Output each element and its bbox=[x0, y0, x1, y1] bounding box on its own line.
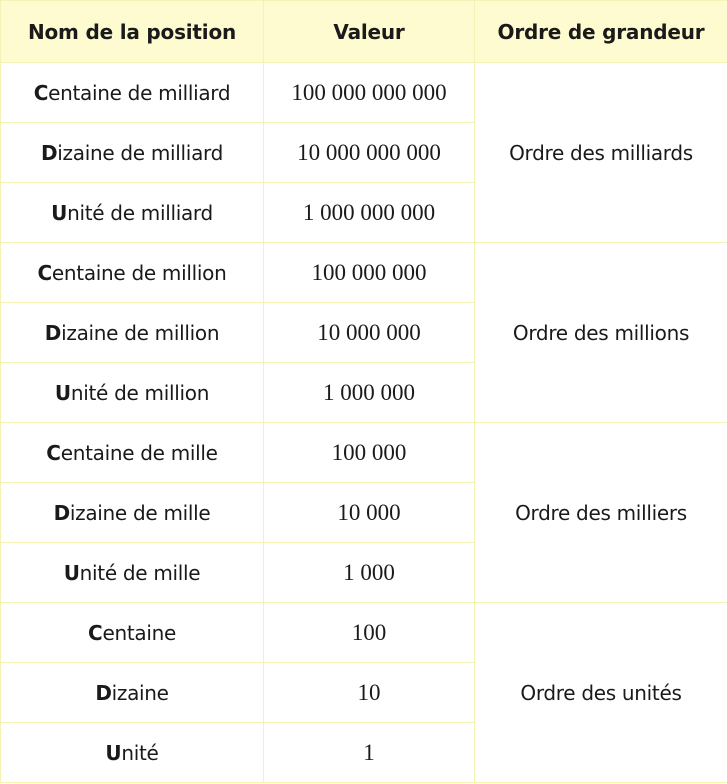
position-initial: D bbox=[95, 680, 112, 705]
position-name bbox=[1, 303, 264, 363]
position-value: 100 000 bbox=[264, 423, 475, 483]
order-of-magnitude: Ordre des millions bbox=[475, 243, 727, 423]
position-name-rest: entaine de milliard bbox=[48, 80, 231, 105]
position-value: 1 000 000 000 bbox=[264, 183, 475, 243]
position-initial: U bbox=[51, 200, 68, 225]
position-name-rest: izaine bbox=[111, 680, 169, 705]
position-initial: D bbox=[40, 140, 58, 165]
position-name bbox=[1, 483, 264, 543]
position-name-rest: izaine de million bbox=[61, 320, 220, 345]
order-of-magnitude: Ordre des unités bbox=[475, 603, 727, 783]
position-name bbox=[1, 243, 264, 303]
position-name bbox=[1, 543, 264, 603]
position-initial: D bbox=[53, 500, 70, 525]
position-value: 1 bbox=[264, 723, 475, 783]
position-initial: C bbox=[46, 440, 61, 465]
position-initial: C bbox=[33, 80, 49, 105]
position-name-rest: nité de milliard bbox=[67, 200, 213, 225]
position-initial: U bbox=[63, 560, 80, 585]
position-name bbox=[1, 603, 264, 663]
position-name-rest: entaine de million bbox=[51, 260, 227, 285]
header-value: Valeur bbox=[264, 1, 475, 63]
position-value: 10 000 000 bbox=[264, 303, 475, 363]
position-value: 10 bbox=[264, 663, 475, 723]
position-name-rest: izaine de mille bbox=[69, 500, 211, 525]
table-row bbox=[1, 243, 727, 303]
header-name: Nom de la position bbox=[1, 1, 264, 63]
table-row bbox=[1, 63, 727, 123]
position-initial: D bbox=[44, 320, 62, 345]
position-value: 100 000 000 000 bbox=[264, 63, 475, 123]
position-name bbox=[1, 363, 264, 423]
position-initial: C bbox=[37, 260, 52, 285]
header-order: Ordre de grandeur bbox=[475, 1, 727, 63]
position-value: 10 000 000 000 bbox=[264, 123, 475, 183]
position-name bbox=[1, 123, 264, 183]
position-value: 1 000 000 bbox=[264, 363, 475, 423]
position-value: 1 000 bbox=[264, 543, 475, 603]
position-value: 100 000 000 bbox=[264, 243, 475, 303]
position-initial: U bbox=[105, 740, 122, 765]
position-value: 100 bbox=[264, 603, 475, 663]
table-row bbox=[1, 423, 727, 483]
position-name-rest: entaine bbox=[102, 620, 176, 645]
order-of-magnitude: Ordre des milliards bbox=[475, 63, 727, 243]
position-name-rest: nité de mille bbox=[79, 560, 201, 585]
position-name bbox=[1, 63, 264, 123]
position-name-rest: entaine de mille bbox=[60, 440, 218, 465]
position-name bbox=[1, 723, 264, 783]
position-initial: C bbox=[88, 620, 103, 645]
position-name-rest: nité de million bbox=[70, 380, 210, 405]
position-name bbox=[1, 183, 264, 243]
position-initial: U bbox=[54, 380, 71, 405]
position-value: 10 000 bbox=[264, 483, 475, 543]
position-name-rest: izaine de milliard bbox=[57, 140, 223, 165]
position-name-rest: nité bbox=[121, 740, 159, 765]
position-name bbox=[1, 663, 264, 723]
header-row bbox=[1, 1, 727, 63]
position-name bbox=[1, 423, 264, 483]
order-of-magnitude: Ordre des milliers bbox=[475, 423, 727, 603]
table-row bbox=[1, 603, 727, 663]
